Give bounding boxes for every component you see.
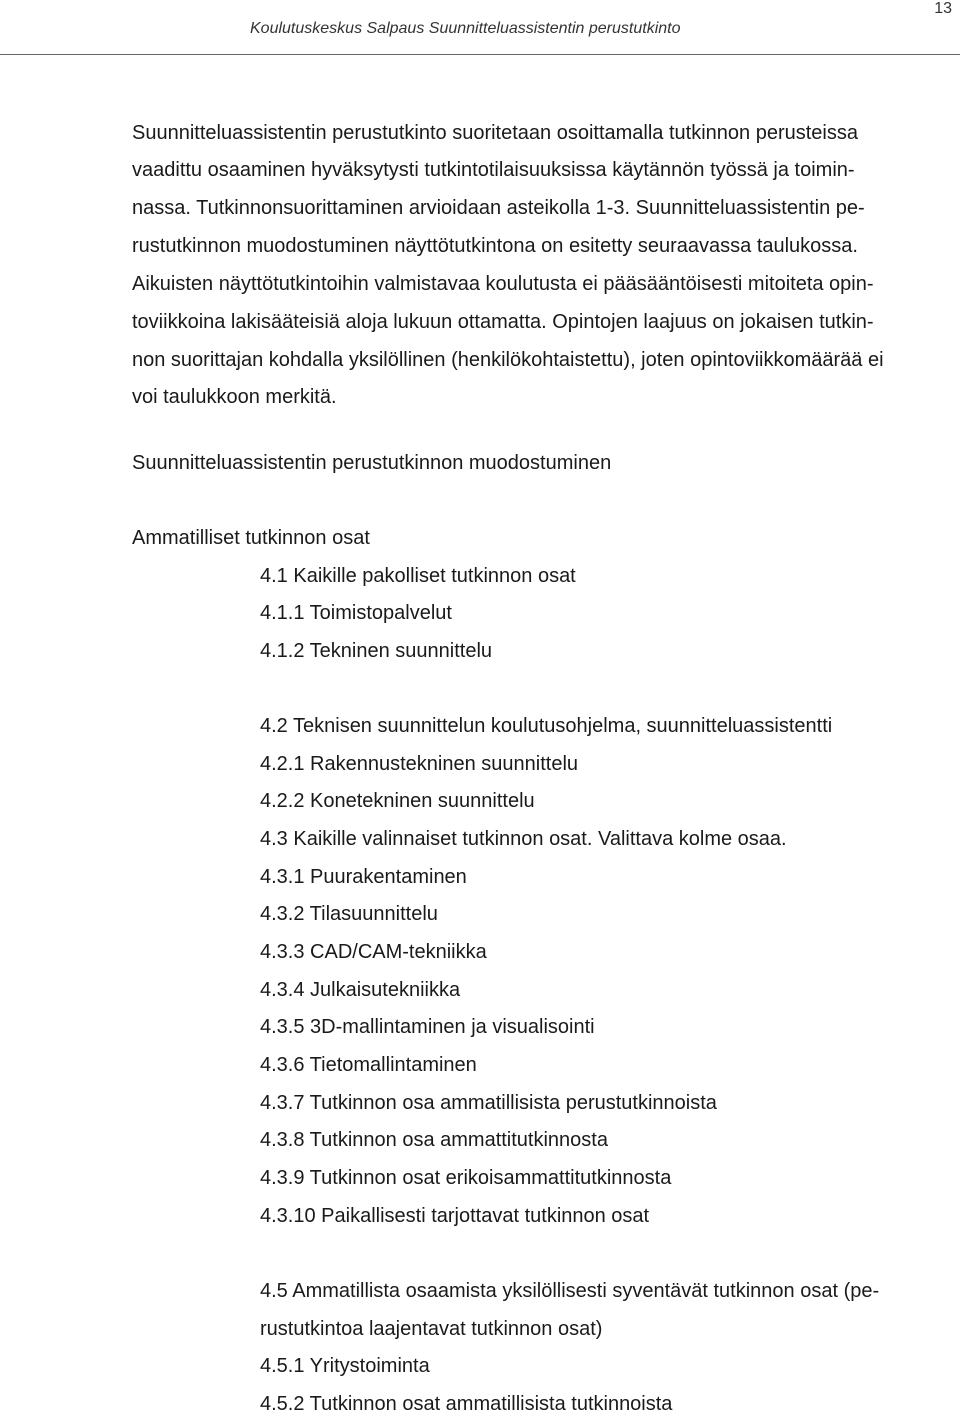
list-item: 4.3.10 Paikallisesti tarjottavat tutkinnon osat [260, 1205, 650, 1227]
list-item: 4.1.2 Tekninen suunnittelu [260, 640, 493, 662]
list-item: 4.3 Kaikille valinnaiset tutkinnon osat. Valittava kolme osaa. [260, 828, 787, 850]
list-item: 4.1.1 Toimistopalvelut [260, 602, 452, 624]
list-item: 4.2.2 Konetekninen suunnittelu [260, 790, 535, 812]
list-item: 4.2.1 Rakennustekninen suunnittelu [260, 753, 579, 775]
header-divider [0, 54, 960, 55]
list-item: 4.5.2 Tutkinnon osat ammatillisista tutkinnoista [260, 1393, 673, 1415]
list-item: 4.5.1 Yritystoiminta [260, 1355, 430, 1377]
list-item: 4.5 Ammatillista osaamista yksilöllisesti syventävät tutkinnon osat (pe- [260, 1280, 880, 1302]
list-item: 4.3.4 Julkaisutekniikka [260, 979, 461, 1001]
list-item: 4.3.3 CAD/CAM-tekniikka [260, 941, 487, 963]
page-number: 13 [934, 0, 952, 17]
paragraph-line: non suorittajan kohdalla yksilöllinen (henkilökohtaistettu), joten opintoviikkomäärää ei [132, 349, 884, 371]
paragraph-line: Aikuisten näyttötutkintoihin valmistavaa koulutusta ei pääsääntöisesti mitoiteta opin- [132, 273, 874, 295]
list-item: rustutkintoa laajentavat tutkinnon osat) [260, 1318, 603, 1340]
list-item: 4.3.8 Tutkinnon osa ammattitutkinnosta [260, 1129, 608, 1151]
paragraph-line: Suunnitteluassistentin perustutkinto suoritetaan osoittamalla tutkinnon perusteissa [132, 122, 858, 144]
subsection-title: Ammatilliset tutkinnon osat [132, 527, 370, 549]
paragraph-line: rustutkinnon muodostuminen näyttötutkintona on esitetty seuraavassa taulukossa. [132, 235, 858, 257]
paragraph-line: voi taulukkoon merkitä. [132, 386, 337, 408]
list-item: 4.3.9 Tutkinnon osat erikoisammattitutkinnosta [260, 1167, 672, 1189]
paragraph-line: toviikkoina lakisääteisiä aloja lukuun ottamatta. Opintojen laajuus on jokaisen tutkin- [132, 311, 874, 333]
list-item: 4.3.2 Tilasuunnittelu [260, 903, 438, 925]
paragraph-line: nassa. Tutkinnonsuorittaminen arvioidaan asteikolla 1-3. Suunnitteluassistentin pe- [132, 197, 865, 219]
list-item: 4.3.1 Puurakentaminen [260, 866, 467, 888]
paragraph-line: vaadittu osaaminen hyväksytysti tutkintotilaisuuksissa käytännön työssä ja toimin- [132, 159, 855, 181]
list-item: 4.3.6 Tietomallintaminen [260, 1054, 477, 1076]
section-title: Suunnitteluassistentin perustutkinnon muodostuminen [132, 452, 612, 474]
running-header: Koulutuskeskus Salpaus Suunnitteluassistentin perustutkinto [250, 20, 681, 37]
list-item: 4.3.7 Tutkinnon osa ammatillisista perustutkinnoista [260, 1092, 717, 1114]
list-item: 4.1 Kaikille pakolliset tutkinnon osat [260, 565, 576, 587]
list-item: 4.3.5 3D-mallintaminen ja visualisointi [260, 1016, 595, 1038]
list-item: 4.2 Teknisen suunnittelun koulutusohjelma, suunnitteluassistentti [260, 715, 833, 737]
